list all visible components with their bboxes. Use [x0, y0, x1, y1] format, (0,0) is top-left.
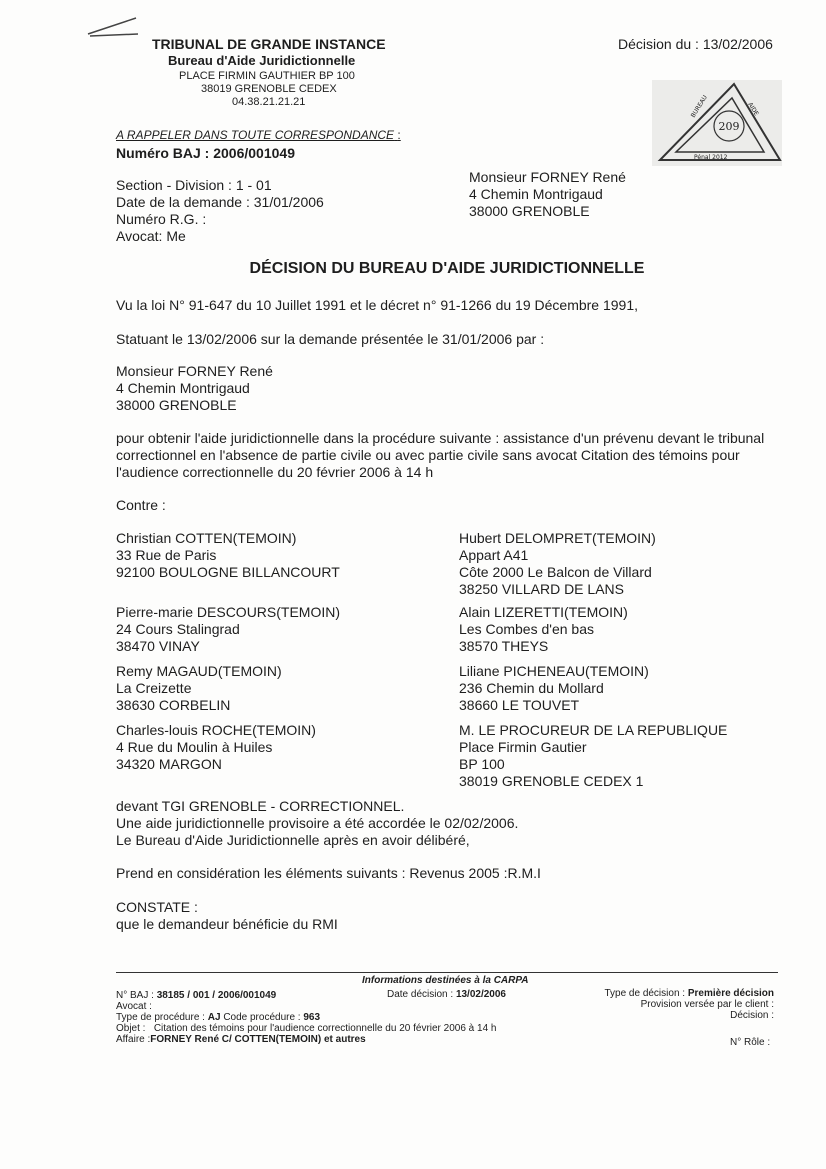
applicant-street: 4 Chemin Montrigaud — [116, 380, 250, 396]
party-address: 38470 VINAY — [116, 638, 200, 654]
document-title: DÉCISION DU BUREAU D'AIDE JURIDICTIONNELLE — [249, 260, 645, 277]
deliberation: Le Bureau d'Aide Juridictionnelle après en avoir délibéré, — [116, 832, 470, 848]
party-address: 34320 MARGON — [116, 756, 222, 772]
party-address: 38019 GRENOBLE CEDEX 1 — [459, 773, 644, 789]
numero-baj: Numéro BAJ : 2006/001049 — [116, 145, 295, 161]
constate-block — [116, 899, 338, 933]
footer-avocat: Avocat : — [116, 1001, 152, 1012]
pen-mark-icon — [86, 14, 141, 38]
stamp-text-bottom: Pénal 2012 — [694, 154, 728, 161]
addressee-block — [469, 169, 626, 220]
court-phone: 04.38.21.21.21 — [232, 96, 306, 108]
party-block — [116, 604, 340, 655]
procedure-purpose: pour obtenir l'aide juridictionnelle dans la procédure suivante : assistance d'un prévenu devant le tribunal correctionnel en l'absence de partie civile ou avec partie civile sans avocat Citation des témoins pour l'audience correctionnelle du 20 février 2006 à 14 h — [116, 430, 765, 480]
numero-rg: Numéro R.G. : — [116, 211, 207, 227]
footer-provision: Provision versée par le client : — [640, 999, 774, 1010]
court-name: TRIBUNAL DE GRANDE INSTANCE — [152, 36, 386, 52]
party-address: Place Firmin Gautier — [459, 739, 587, 755]
provisional-aid: Une aide juridictionnelle provisoire a été accordée le 02/02/2006. — [116, 815, 519, 831]
party-address: 236 Chemin du Mollard — [459, 680, 604, 696]
party-name: Charles-louis ROCHE(TEMOIN) — [116, 722, 316, 738]
closing-block — [116, 798, 518, 849]
party-name: Pierre-marie DESCOURS(TEMOIN) — [116, 604, 341, 620]
addressee-street: 4 Chemin Montrigaud — [469, 186, 603, 202]
party-address: 38250 VILLARD DE LANS — [459, 581, 624, 597]
party-name: Liliane PICHENEAU(TEMOIN) — [459, 663, 649, 679]
footer-objet: Objet : Citation des témoins pour l'audience correctionnelle du 20 février 2006 à 14 h — [116, 1023, 497, 1034]
party-address: 38570 THEYS — [459, 638, 549, 654]
party-block — [459, 530, 656, 598]
party-name: Alain LIZERETTI(TEMOIN) — [459, 604, 628, 620]
legal-basis: Vu la loi N° 91-647 du 10 Juillet 1991 et le décret n° 91-1266 du 19 Décembre 1991, — [116, 297, 639, 313]
addressee-name: Monsieur FORNEY René — [469, 169, 626, 185]
court-address-line: 38019 GRENOBLE CEDEX — [201, 83, 337, 95]
constate-heading: CONSTATE : — [116, 899, 198, 915]
party-address: 92100 BOULOGNE BILLANCOURT — [116, 564, 340, 580]
court-address-line: PLACE FIRMIN GAUTHIER BP 100 — [179, 70, 355, 82]
constate-text: que le demandeur bénéficie du RMI — [116, 916, 338, 932]
party-address: Appart A41 — [459, 547, 529, 563]
party-block — [116, 722, 316, 773]
party-address: Les Combes d'en bas — [459, 621, 594, 637]
footer-decision: Décision : — [730, 1010, 774, 1021]
party-name: Remy MAGAUD(TEMOIN) — [116, 663, 282, 679]
bureau-name: Bureau d'Aide Juridictionnelle — [168, 53, 356, 68]
stamp-seal — [652, 80, 782, 166]
considerations: Prend en considération les éléments suivants : Revenus 2005 :R.M.I — [116, 865, 541, 881]
applicant-name: Monsieur FORNEY René — [116, 363, 273, 379]
footer-affaire: Affaire :FORNEY René C/ COTTEN(TEMOIN) et autres — [116, 1034, 366, 1045]
jurisdiction: devant TGI GRENOBLE - CORRECTIONNEL. — [116, 798, 405, 814]
stamp-number: 209 — [718, 120, 740, 133]
party-address: BP 100 — [459, 756, 505, 772]
carpa-date: Date décision : 13/02/2006 — [387, 989, 506, 1000]
party-name: M. LE PROCUREUR DE LA REPUBLIQUE — [459, 722, 728, 738]
footer-divider — [116, 972, 778, 973]
reference-label: A RAPPELER DANS TOUTE CORRESPONDANCE : — [116, 128, 401, 142]
footer-left — [116, 990, 497, 1045]
footer-type-decision: Type de décision : Première décision — [604, 988, 774, 999]
party-block — [116, 530, 340, 581]
contre-label: Contre : — [116, 497, 166, 513]
footer-role: N° Rôle : — [730, 1037, 771, 1048]
ruling-statement: Statuant le 13/02/2006 sur la demande présentée le 31/01/2006 par : — [116, 331, 545, 347]
stamp-text-left: BUREAU — [689, 94, 709, 120]
party-address: 4 Rue du Moulin à Huiles — [116, 739, 273, 755]
party-block — [459, 663, 649, 714]
addressee-city: 38000 GRENOBLE — [469, 203, 590, 219]
party-address: 24 Cours Stalingrad — [116, 621, 240, 637]
party-block — [459, 604, 628, 655]
footer-procedure: Type de procédure : AJ Code procédure : 963 — [116, 1012, 321, 1023]
party-name: Hubert DELOMPRET(TEMOIN) — [459, 530, 656, 546]
avocat: Avocat: Me — [116, 228, 186, 244]
decision-date: Décision du : 13/02/2006 — [618, 36, 773, 52]
party-address: 38630 CORBELIN — [116, 697, 231, 713]
footer-baj: N° BAJ : 38185 / 001 / 2006/001049 — [116, 990, 277, 1001]
party-block — [116, 663, 282, 714]
applicant-city: 38000 GRENOBLE — [116, 397, 237, 413]
party-name: Christian COTTEN(TEMOIN) — [116, 530, 297, 546]
stamp-text-right: AIDE — [746, 101, 760, 118]
case-meta — [116, 177, 324, 245]
party-address: La Creizette — [116, 680, 192, 696]
section-division: Section - Division : 1 - 01 — [116, 177, 272, 193]
carpa-title: Informations destinées à la CARPA — [362, 975, 529, 986]
party-address: Côte 2000 Le Balcon de Villard — [459, 564, 652, 580]
party-address: 38660 LE TOUVET — [459, 697, 580, 713]
party-address: 33 Rue de Paris — [116, 547, 217, 563]
footer-right — [560, 988, 774, 1021]
applicant-block — [116, 363, 273, 414]
party-block — [459, 722, 727, 790]
request-date: Date de la demande : 31/01/2006 — [116, 194, 324, 210]
